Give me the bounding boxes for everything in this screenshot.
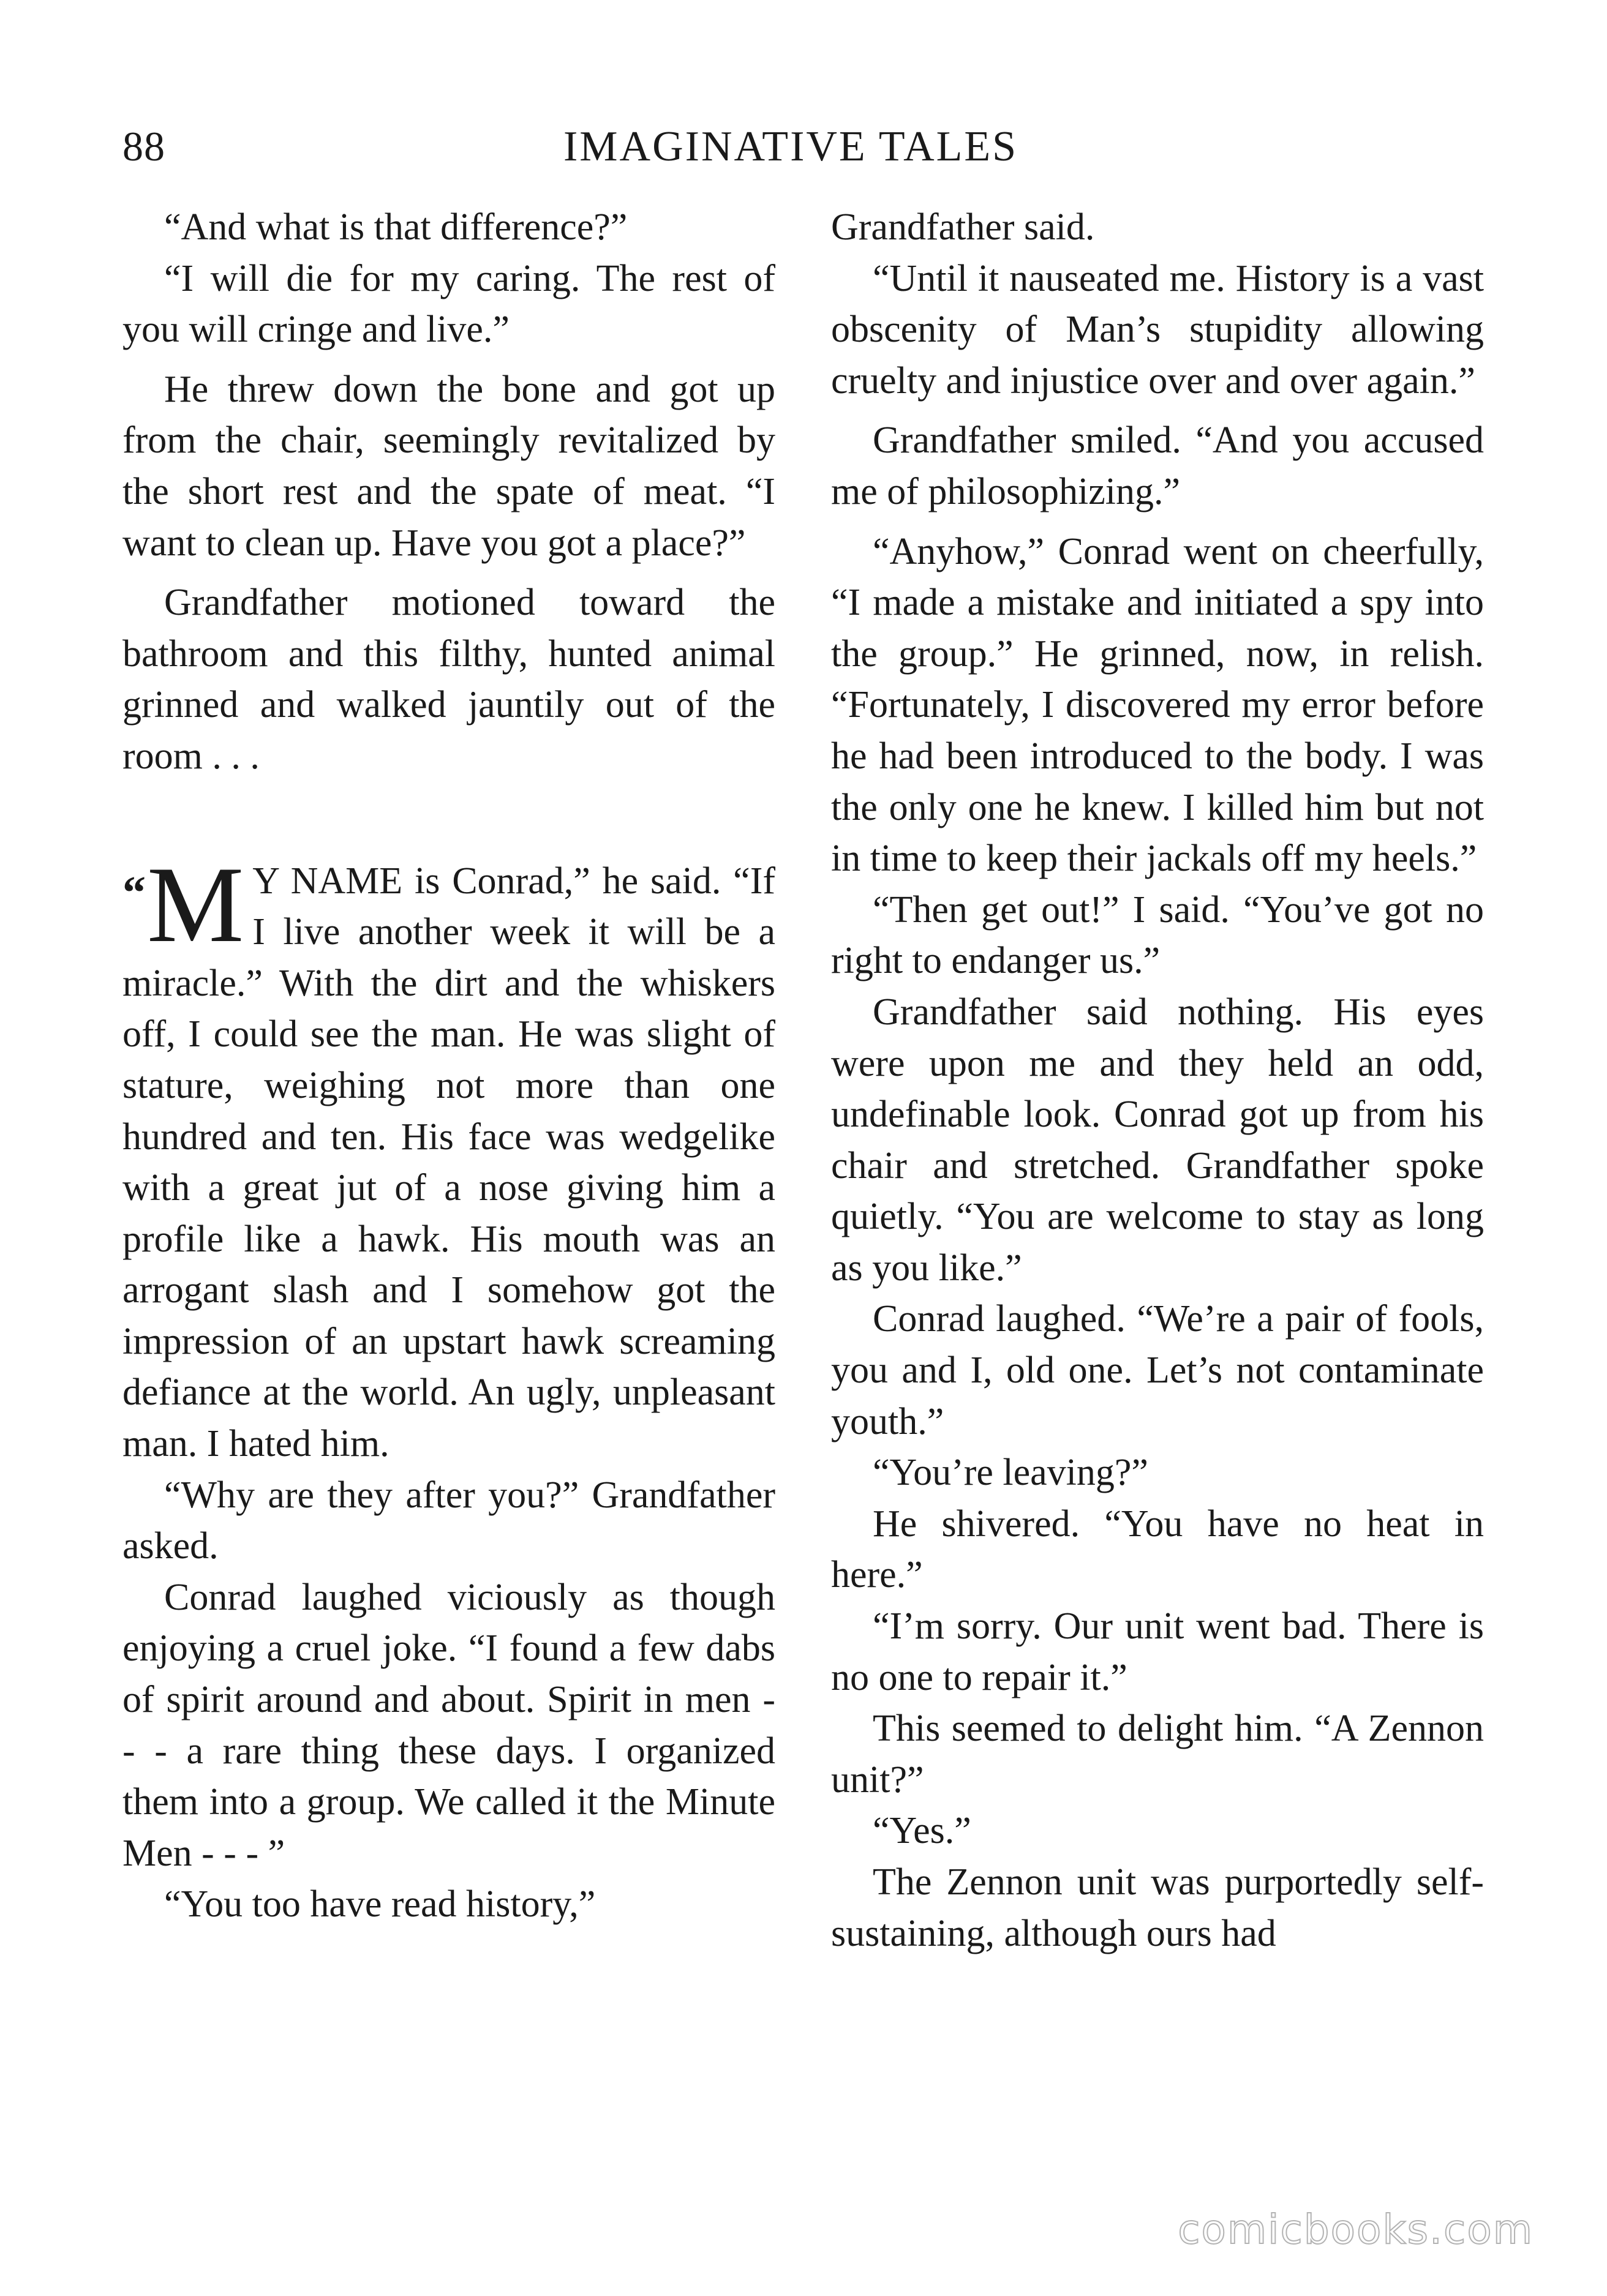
- paragraph: “Anyhow,” Conrad went on cheerfully, “I made a mistake and initiated a spy into the group.” He grinned, now, in relish. “Fortunately, I discovered my error before he had been introduced to the body. I was the only one he knew. I killed him but not in time to keep their jackals off my heels.”: [831, 530, 1484, 880]
- page-header: [122, 122, 1482, 178]
- paragraph: “I will die for my caring. The rest of you will cringe and live.”: [122, 257, 775, 351]
- paragraph: He threw down the bone and got up from the chair, seemingly revitalized by the short rest and the spate of meat. “I want to clean up. Have you got a place?”: [122, 368, 775, 564]
- paragraph: Grandfather smiled. “And you accused me of philosophizing.”: [831, 419, 1484, 512]
- paragraph: “You’re leaving?”: [873, 1452, 1148, 1494]
- paragraph: “Then get out!” I said. “You’ve got no right to endanger us.”: [831, 888, 1484, 982]
- paragraph: “Until it nauseated me. History is a vast obscenity of Man’s stupidity allowing cruelty and injustice over and over again.”: [831, 257, 1484, 402]
- paragraph: Grandfather motioned toward the bathroom and this filthy, hunted animal grinned and walked jauntily out of the room . . .: [122, 582, 775, 777]
- dropcap-quote: “: [122, 866, 146, 918]
- dropcap-letter: M: [147, 843, 244, 965]
- left-column: [122, 202, 775, 1930]
- paragraph: This seemed to delight him. “A Zennon unit?”: [831, 1708, 1484, 1801]
- page-number: 88: [122, 123, 165, 170]
- paragraph: “Why are they after you?” Grandfather asked.: [122, 1474, 775, 1567]
- paragraph: “Yes.”: [873, 1810, 971, 1852]
- paragraph: Grandfather said nothing. His eyes were upon me and they held an odd, undefinable look. Conrad got up from his chair and stretched. Grandfather spoke quietly. “You are welcome to stay as long as you like.”: [831, 991, 1484, 1289]
- paragraph: “I’m sorry. Our unit went bad. There is no one to repair it.”: [831, 1605, 1484, 1698]
- paragraph: Grandfather said.: [831, 206, 1095, 248]
- right-column: [831, 202, 1484, 1959]
- paragraph: Conrad laughed viciously as though enjoying a cruel joke. “I found a few dabs of spirit around and about. Spirit in men - - - a rare thing these days. I organized them into a group. We called it the Minute Men - - - ”: [122, 1576, 775, 1874]
- dropcap-paragraph: [122, 843, 775, 1470]
- paragraph: “And what is that difference?”: [164, 206, 628, 248]
- paragraph: The Zennon unit was purportedly self-sustaining, although ours had: [831, 1861, 1484, 1954]
- paragraph: Conrad laughed. “We’re a pair of fools, you and I, old one. Let’s not contaminate youth.”: [831, 1298, 1484, 1443]
- watermark: comicbooks.com: [1178, 2206, 1534, 2253]
- paragraph: “You too have read history,”: [164, 1883, 596, 1926]
- paragraph: He shivered. “You have no heat in here.”: [831, 1503, 1484, 1596]
- running-head: IMAGINATIVE TALES: [563, 123, 1018, 170]
- dropcap-paragraph-text: Y NAME is Conrad,” he said. “If I live another week it will be a miracle.” With the dirt and the whiskers off, I could see the man. He was slight of stature, weighing not more than one hundred and ten. His face was wedgelike with a great jut of a nose giving him a profile like a hawk. His mouth was an arrogant slash and I somehow got the impression of an upstart hawk screaming defiance at the world. An ugly, unpleasant man. I hated him.: [122, 860, 775, 1465]
